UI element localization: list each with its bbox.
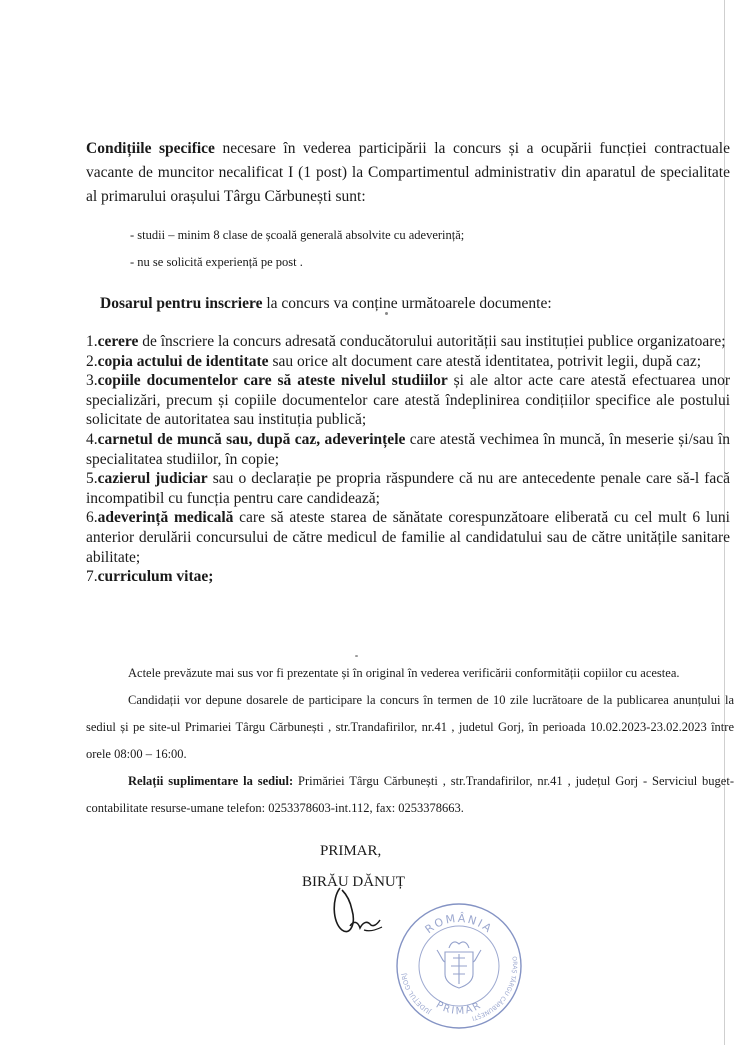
svg-text:ROMÂNIA — [423, 912, 496, 936]
specific-conditions-text: necesare în vederea participării la concurs și a ocupării funcției contractuale vacante de muncitor necalificat I (1 post) la Compartimentul administrativ din aparatul de specialitate al primarului orașului Târgu Cărbunești sunt: — [86, 140, 730, 205]
item-bold: copia actului de identitate — [97, 352, 269, 370]
coat-of-arms-icon — [437, 942, 481, 988]
item-number: 7. — [86, 568, 98, 586]
item-bold: copiile documentelor care să ateste nivelul studiilor — [97, 372, 448, 390]
specific-conditions-paragraph — [86, 137, 730, 209]
originals-note: Actele prevăzute mai sus vor fi prezentate și în original în vederea verificării conformității copiilor cu acestea. — [128, 666, 680, 680]
dossier-intro-text: la concurs va conține următoarele documente: — [262, 295, 552, 312]
item-text: sau o declarație pe propria răspundere că nu are antecedente penale care să-l facă incompatibil cu funcția pentru care candidează; — [86, 470, 730, 507]
item-number: 2. — [86, 352, 98, 370]
document-item — [86, 469, 730, 508]
item-text: care atestă vechimea în muncă, în meserie și/sau în specialitatea studiilor, în copie; — [86, 430, 730, 468]
scan-speck — [355, 655, 358, 657]
item-number: 3. — [86, 372, 98, 390]
stamp-top-text: ROMÂNIA — [422, 911, 496, 937]
dossier-heading: Dosarul pentru inscriere — [100, 295, 263, 312]
item-text: sau orice alt document care atestă identitatea, potrivit legii, după caz; — [268, 352, 702, 370]
item-bold: cerere — [97, 333, 139, 350]
stamp-right-text: ORAȘ TÂRGU CĂRBUNEȘTI — [471, 956, 518, 1022]
document-item — [86, 352, 730, 372]
condition-item: - nu se solicită experiență pe post . — [130, 255, 303, 269]
specific-conditions-heading: Condițiile specifice — [86, 140, 215, 157]
document-item — [86, 508, 730, 567]
item-bold: curriculum vitae; — [97, 568, 214, 586]
item-number: 4. — [86, 430, 98, 448]
dossier-intro — [100, 293, 730, 315]
condition-item: - studii – minim 8 clase de școală generală absolvite cu adeverință; — [130, 228, 465, 242]
document-item — [86, 567, 730, 587]
signatory-name: BIRĂU DĂNUȚ — [302, 874, 405, 890]
item-text: și ale altor acte care atestă efectuarea unor specializări, precum și copiile documentelor care atestă îndeplinirea condițiilor specifice ale postului solicitate de autoritatea sau instituția publică; — [86, 372, 730, 429]
item-bold: carnetul de muncă sau, după caz, adeverințele — [97, 430, 406, 448]
item-bold: cazierul judiciar — [97, 470, 208, 488]
item-number: 6. — [86, 509, 98, 527]
item-bold: adeverință medicală — [97, 509, 234, 527]
submission-note: Candidații vor depune dosarele de participare la concurs în termen de 10 zile lucrătoare de la publicarea anunțului la sediul și pe site-ul Primariei Târgu Cărbunești , str.Trandafirilor, nr.41 , judetul Gorj, în perioada 10.02.2023-23.02.2023 între orele 08:00 – 16:00. — [86, 693, 734, 761]
stamp-bottom-text: PRIMAR — [433, 999, 485, 1018]
item-text: care să ateste starea de sănătate corespunzătoare eliberată cu cel mult 6 luni anterior derulării concursului de către medicul de familie al candidatului sau de către unitățile sanitare abilitate; — [86, 509, 730, 566]
documents-list — [86, 332, 730, 587]
item-text: de înscriere la concurs adresată conducătorului autorității sau instituției publice organizatoare; — [138, 333, 726, 350]
notes-section — [86, 660, 734, 822]
handwritten-signature — [328, 880, 388, 940]
official-stamp — [393, 900, 525, 1032]
conditions-list — [130, 222, 690, 276]
stamp-left-text: JUDEȚUL GORJ — [399, 972, 433, 1016]
svg-text:JUDEȚUL GORJ — [400, 972, 433, 1016]
item-number: 5. — [86, 470, 98, 488]
document-item — [86, 332, 730, 352]
contact-heading: Relații suplimentare la sediul: — [128, 774, 294, 788]
contact-note — [86, 768, 734, 822]
signatory-title: PRIMAR, — [320, 843, 382, 859]
document-item — [86, 371, 730, 430]
contact-text: Primăriei Târgu Cărbunești , str.Trandafirilor, nr.41 , județul Gorj - Serviciul buget-contabilitate resurse-umane telefon: 0253378603-int.112, fax: 0253378663. — [86, 774, 734, 815]
item-number: 1. — [86, 333, 98, 350]
document-item — [86, 430, 730, 469]
